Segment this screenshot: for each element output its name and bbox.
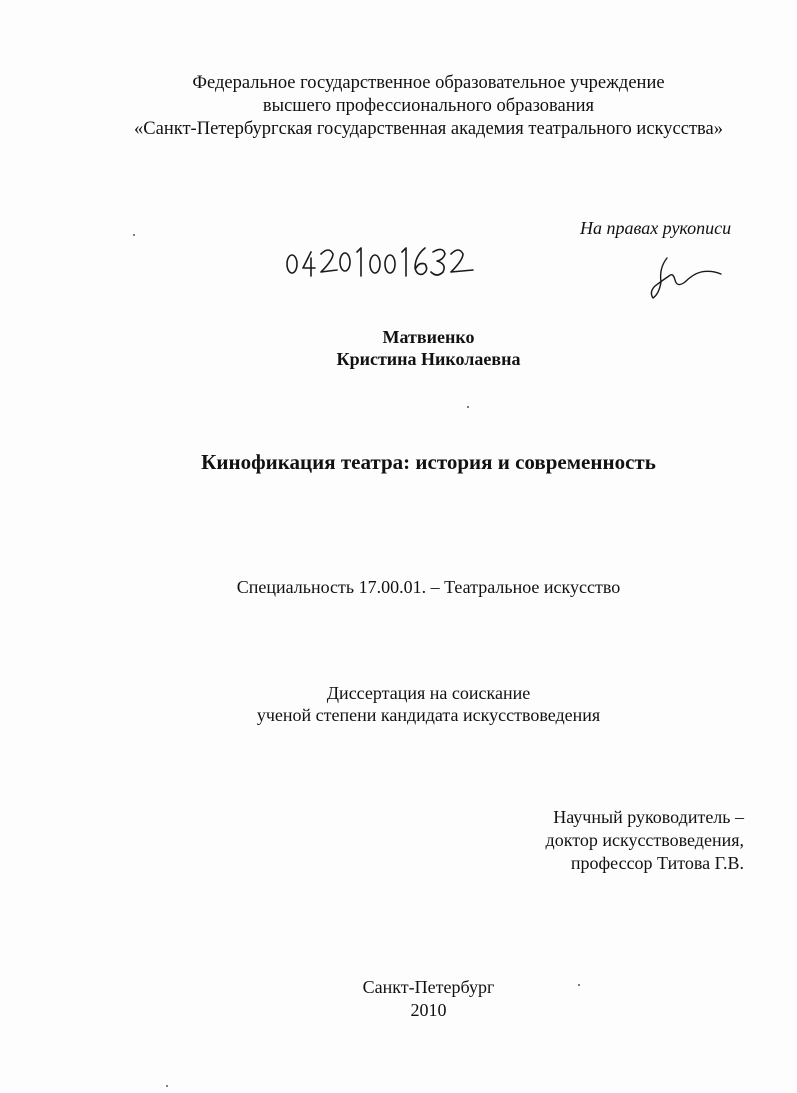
title-text: Кинофикация театра: история и современность [201, 450, 656, 474]
signature-mark [645, 252, 725, 302]
supervisor-line-2: доктор искусствоведения, [545, 830, 744, 850]
degree-line-2: ученой степени кандидата искусствоведения [256, 705, 601, 725]
specialty-text: Специальность 17.00.01. – Театральное искусство [236, 577, 621, 597]
specialty [30, 576, 797, 599]
institution-line-3: «Санкт-Петербургская государственная академия театрального искусства» [134, 119, 723, 139]
supervisor-block [546, 806, 744, 875]
author-name [30, 326, 797, 370]
manuscript-rights-mark: На правах рукописи [580, 218, 732, 238]
city: Санкт-Петербург [362, 977, 495, 997]
place-and-year [30, 976, 797, 1022]
scan-speck [166, 1085, 168, 1087]
supervisor-line-1: Научный руководитель – [553, 807, 744, 827]
degree-line-1: Диссертация на соискание [326, 683, 531, 703]
year: 2010 [410, 1000, 447, 1020]
scan-speck [467, 406, 469, 408]
dissertation-title [30, 449, 797, 475]
author-given-names: Кристина Николаевна [336, 349, 521, 369]
institution-header [30, 72, 797, 141]
scan-speck [578, 984, 580, 986]
scan-speck [133, 234, 135, 236]
institution-line-1: Федеральное государственное образовательное учреждение [192, 73, 665, 93]
degree-statement [30, 682, 797, 726]
handwritten-registration-number [283, 236, 483, 282]
institution-line-2: высшего профессионального образования [262, 96, 595, 116]
supervisor-line-3: профессор Титова Г.В. [570, 853, 744, 873]
author-surname: Матвиенко [382, 327, 475, 347]
